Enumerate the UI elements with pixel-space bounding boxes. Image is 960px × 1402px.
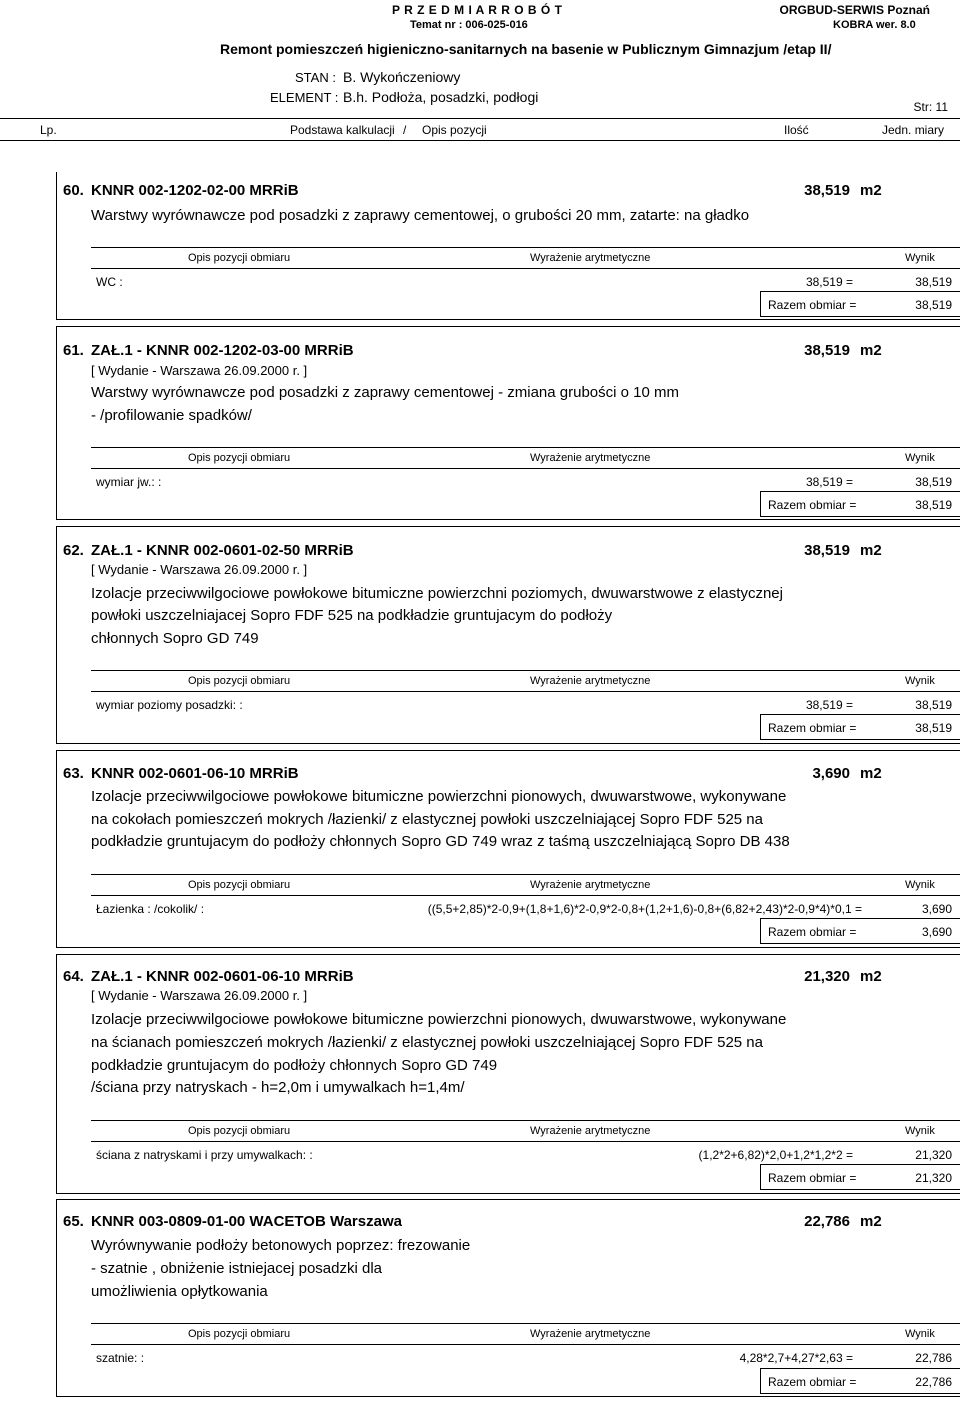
item-description-line: na cokołach pomieszczeń mokrych /łazienki/ z elastycznej powłoki uszczelniającej Sopro FDF 525 na — [91, 811, 763, 828]
item-edition: [ Wydanie - Warszawa 26.09.2000 r. ] — [91, 562, 308, 577]
measure-header-opis: Opis pozycji obmiaru — [188, 1328, 291, 1340]
item-number: 64. — [63, 968, 84, 985]
measure-table-rule — [91, 447, 960, 448]
measure-row-expression: 38,519 = — [805, 698, 853, 712]
measure-row-result: 21,320 — [915, 1148, 952, 1162]
measure-row-expression: (1,2*2+6,82)*2,0+1,2*1,2*2 = — [698, 1148, 853, 1162]
item-unit: m2 — [860, 542, 882, 559]
measure-row-label: wymiar poziomy posadzki: : — [96, 698, 243, 712]
item-description-line: na ścianach pomieszczeń mokrych /łazienki/ z elastycznej powłoki uszczelniającej Sopro FDF 525 na — [91, 1034, 763, 1051]
item-edition: [ Wydanie - Warszawa 26.09.2000 r. ] — [91, 988, 308, 1003]
measure-header-expression: Wyrażenie arytmetyczne — [530, 675, 651, 687]
item-quantity: 38,519 — [804, 182, 850, 199]
item-code: ZAŁ.1 - KNNR 002-0601-02-50 MRRiB — [91, 542, 354, 559]
header-rule-top — [0, 118, 960, 119]
measure-table-rule — [91, 670, 960, 671]
item-number: 60. — [63, 182, 84, 199]
item-edition: [ Wydanie - Warszawa 26.09.2000 r. ] — [91, 363, 308, 378]
item-unit: m2 — [860, 182, 882, 199]
measure-header-result: Wynik — [905, 1125, 935, 1137]
item-description-line: Warstwy wyrównawcze pod posadzki z zaprawy cementowej, o grubości 20 mm, zatarte: na gładko — [91, 207, 750, 224]
item-description-line: /ściana przy natryskach - h=2,0m i umywalkach h=1,4m/ — [91, 1079, 465, 1096]
measure-header-result: Wynik — [905, 675, 935, 687]
measure-header-opis: Opis pozycji obmiaru — [188, 675, 291, 687]
measure-table-rule — [91, 874, 960, 875]
measure-header-expression: Wyrażenie arytmetyczne — [530, 1328, 651, 1340]
item-description-line: Wyrównywanie podłoży betonowych poprzez: frezowanie — [91, 1237, 471, 1254]
measure-header-expression: Wyrażenie arytmetyczne — [530, 1125, 651, 1137]
item-number: 62. — [63, 542, 84, 559]
measure-table-rule — [91, 691, 960, 692]
total-value: 38,519 — [915, 498, 952, 512]
column-lp: Lp. — [40, 123, 57, 137]
item-description-line: - szatnie , obniżenie istniejacej posadzki dla — [91, 1260, 382, 1277]
measure-table-rule — [91, 247, 960, 248]
item-number: 65. — [63, 1213, 84, 1230]
column-unit: Jedn. miary — [882, 123, 945, 137]
header-rule-bottom — [0, 140, 960, 141]
company-name: ORGBUD-SERWIS Poznań — [779, 3, 930, 17]
stan-label: STAN : — [295, 70, 336, 85]
measure-table-rule — [91, 1344, 960, 1345]
measure-row-label: wymiar jw.: : — [96, 475, 162, 489]
total-label: Razem obmiar = — [768, 1171, 857, 1185]
item-description-line: Izolacje przeciwwilgociowe powłokowe bitumiczne powierzchni pionowych, dwuwarstwowe, wykonywane — [91, 788, 787, 805]
item-unit: m2 — [860, 968, 882, 985]
item-code: ZAŁ.1 - KNNR 002-0601-06-10 MRRiB — [91, 968, 354, 985]
item-quantity: 3,690 — [812, 765, 850, 782]
total-label: Razem obmiar = — [768, 498, 857, 512]
measure-table-rule — [91, 268, 960, 269]
column-basis: Podstawa kalkulacji — [290, 123, 395, 137]
measure-header-opis: Opis pozycji obmiaru — [188, 452, 291, 464]
column-description: Opis pozycji — [422, 123, 487, 137]
item-quantity: 38,519 — [804, 342, 850, 359]
column-slash: / — [403, 123, 407, 137]
project-title: Remont pomieszczeń higieniczno-sanitarnych na basenie w Publicznym Gimnazjum /etap II/ — [220, 41, 832, 57]
total-value: 38,519 — [915, 721, 952, 735]
item-code: ZAŁ.1 - KNNR 002-1202-03-00 MRRiB — [91, 342, 354, 359]
item-code: KNNR 002-0601-06-10 MRRiB — [91, 765, 299, 782]
item-description-line: Warstwy wyrównawcze pod posadzki z zaprawy cementowej - zmiana grubości o 10 mm — [91, 384, 679, 401]
measure-header-result: Wynik — [905, 252, 935, 264]
total-value: 21,320 — [915, 1171, 952, 1185]
document-title: P R Z E D M I A R R O B Ó T — [392, 3, 563, 17]
measure-header-opis: Opis pozycji obmiaru — [188, 879, 291, 891]
item-description-line: Izolacje przeciwwilgociowe powłokowe bitumiczne powierzchni poziomych, dwuwarstwowe z elastycznej — [91, 585, 783, 602]
total-value: 3,690 — [921, 925, 952, 939]
total-label: Razem obmiar = — [768, 1375, 857, 1389]
total-label: Razem obmiar = — [768, 925, 857, 939]
item-description-line: umożliwienia opłytkowania — [91, 1283, 268, 1300]
page-number: Str: 11 — [913, 100, 948, 114]
stan-value: B. Wykończeniowy — [343, 69, 461, 85]
item-number: 61. — [63, 342, 84, 359]
item-unit: m2 — [860, 765, 882, 782]
element-value: B.h. Podłoża, posadzki, podłogi — [343, 89, 539, 105]
measure-row-expression: 38,519 = — [805, 475, 853, 489]
measure-table-rule — [91, 1141, 960, 1142]
measure-header-result: Wynik — [905, 1328, 935, 1340]
software-version: KOBRA wer. 8.0 — [833, 19, 916, 31]
item-number: 63. — [63, 765, 84, 782]
item-description-line: - /profilowanie spadków/ — [91, 407, 252, 424]
measure-table-rule — [91, 895, 960, 896]
item-code: KNNR 002-1202-02-00 MRRiB — [91, 182, 299, 199]
total-label: Razem obmiar = — [768, 298, 857, 312]
item-code: KNNR 003-0809-01-00 WACETOB Warszawa — [91, 1213, 402, 1230]
column-quantity: Ilość — [784, 123, 809, 137]
measure-table-rule — [91, 1120, 960, 1121]
item-quantity: 38,519 — [804, 542, 850, 559]
measure-header-result: Wynik — [905, 452, 935, 464]
measure-header-opis: Opis pozycji obmiaru — [188, 1125, 291, 1137]
measure-row-label: WC : — [96, 275, 123, 289]
measure-table-rule — [91, 468, 960, 469]
total-value: 38,519 — [915, 298, 952, 312]
measure-row-expression: ((5,5+2,85)*2-0,9+(1,8+1,6)*2-0,9*2-0,8+(1,2+1,6)-0,8+(6,82+2,43)*2-0,9*4)*0,1 = — [427, 902, 862, 916]
item-unit: m2 — [860, 342, 882, 359]
measure-header-opis: Opis pozycji obmiaru — [188, 252, 291, 264]
measure-header-expression: Wyrażenie arytmetyczne — [530, 452, 651, 464]
measure-row-label: szatnie: : — [96, 1351, 145, 1365]
measure-row-result: 22,786 — [915, 1351, 952, 1365]
item-description-line: podkładzie gruntujacym do podłoży chłonnych Sopro GD 749 wraz z taśmą uszczelniającą Sopro DB 438 — [91, 833, 790, 850]
measure-row-result: 38,519 — [915, 275, 952, 289]
total-label: Razem obmiar = — [768, 721, 857, 735]
measure-row-expression: 4,28*2,7+4,27*2,63 = — [739, 1351, 853, 1365]
item-unit: m2 — [860, 1213, 882, 1230]
measure-row-result: 3,690 — [921, 902, 952, 916]
measure-row-result: 38,519 — [915, 475, 952, 489]
measure-header-expression: Wyrażenie arytmetyczne — [530, 879, 651, 891]
item-description-line: chłonnych Sopro GD 749 — [91, 630, 259, 647]
total-value: 22,786 — [915, 1375, 952, 1389]
item-description-line: podkładzie gruntujacym do podłoży chłonnych Sopro GD 749 — [91, 1057, 498, 1074]
temat-number: Temat nr : 006-025-016 — [410, 19, 528, 31]
item-description-line: Izolacje przeciwwilgociowe powłokowe bitumiczne powierzchni pionowych, dwuwarstwowe, wykonywane — [91, 1011, 787, 1028]
measure-row-label: ściana z natryskami i przy umywalkach: : — [96, 1148, 313, 1162]
measure-table-rule — [91, 1323, 960, 1324]
element-label: ELEMENT : — [270, 90, 339, 105]
measure-row-label: Łazienka : /cokolik/ : — [96, 902, 205, 916]
item-description-line: powłoki uszczelniajacej Sopro FDF 525 na podkładzie gruntujacym do podłoży — [91, 607, 613, 624]
measure-header-result: Wynik — [905, 879, 935, 891]
item-quantity: 22,786 — [804, 1213, 850, 1230]
measure-row-result: 38,519 — [915, 698, 952, 712]
item-quantity: 21,320 — [804, 968, 850, 985]
measure-row-expression: 38,519 = — [805, 275, 853, 289]
measure-header-expression: Wyrażenie arytmetyczne — [530, 252, 651, 264]
